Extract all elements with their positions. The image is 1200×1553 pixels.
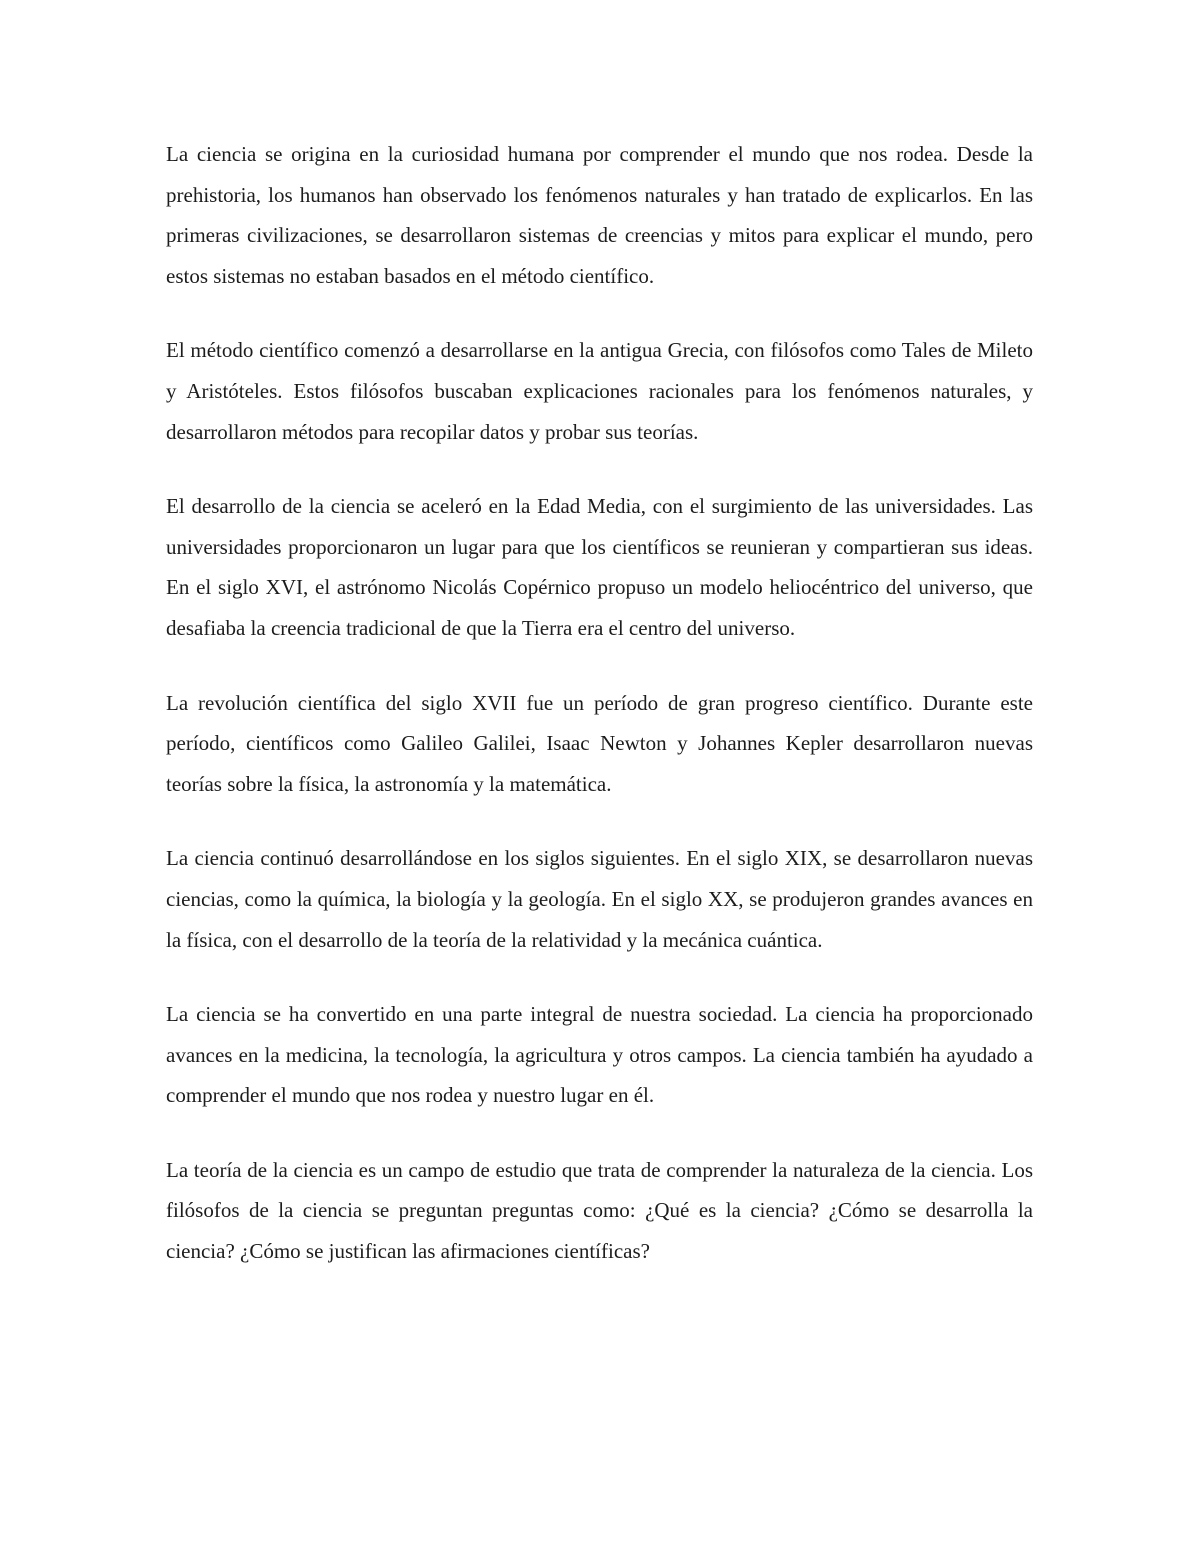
paragraph-following-centuries: La ciencia continuó desarrollándose en los siglos siguientes. En el siglo XIX, se desarrollaron nuevas ciencias, como la química, la biología y la geología. En el siglo XX, se produjeron grandes avances en la física, con el desarrollo de la teoría de la relatividad y la mecánica cuántica. [166, 846, 1033, 952]
document-body [166, 134, 1033, 1272]
paragraph-scientific-revolution: La revolución científica del siglo XVII fue un período de gran progreso científico. Durante este período, científicos como Galileo Galilei, Isaac Newton y Johannes Kepler desarrollaron nuevas teorías sobre la física, la astronomía y la matemática. [166, 690, 1033, 796]
paragraph-theory-of-science: La teoría de la ciencia es un campo de estudio que trata de comprender la naturaleza de la ciencia. Los filósofos de la ciencia se preguntan preguntas como: ¿Qué es la ciencia? ¿Cómo se desarrolla la ciencia? ¿Cómo se justifican las afirmaciones científicas? [166, 1157, 1033, 1264]
paragraph-origin-of-science: La ciencia se origina en la curiosidad humana por comprender el mundo que nos rodea. Desde la prehistoria, los humanos han observado los fenómenos naturales y han tratado de explicarlos. En las primeras civilizaciones, se desarrollaron sistemas de creencias y mitos para explicar el mundo, pero estos sistemas no estaban basados en el método científico. [166, 142, 1033, 288]
paragraph-scientific-method-greece: El método científico comenzó a desarrollarse en la antigua Grecia, con filósofos como Tales de Mileto y Aristóteles. Estos filósofos buscaban explicaciones racionales para los fenómenos naturales, y desarrollaron métodos para recopilar datos y probar sus teorías. [166, 338, 1033, 444]
paragraph-science-in-society: La ciencia se ha convertido en una parte integral de nuestra sociedad. La ciencia ha proporcionado avances en la medicina, la tecnología, la agricultura y otros campos. La ciencia también ha ayudado a comprender el mundo que nos rodea y nuestro lugar en él. [166, 1002, 1033, 1108]
paragraph-middle-ages: El desarrollo de la ciencia se aceleró en la Edad Media, con el surgimiento de las universidades. Las universidades proporcionaron un lugar para que los científicos se reunieran y compartieran sus ideas. En el siglo XVI, el astrónomo Nicolás Copérnico propuso un modelo heliocéntrico del universo, que desafiaba la creencia tradicional de que la Tierra era el centro del universo. [166, 494, 1033, 640]
